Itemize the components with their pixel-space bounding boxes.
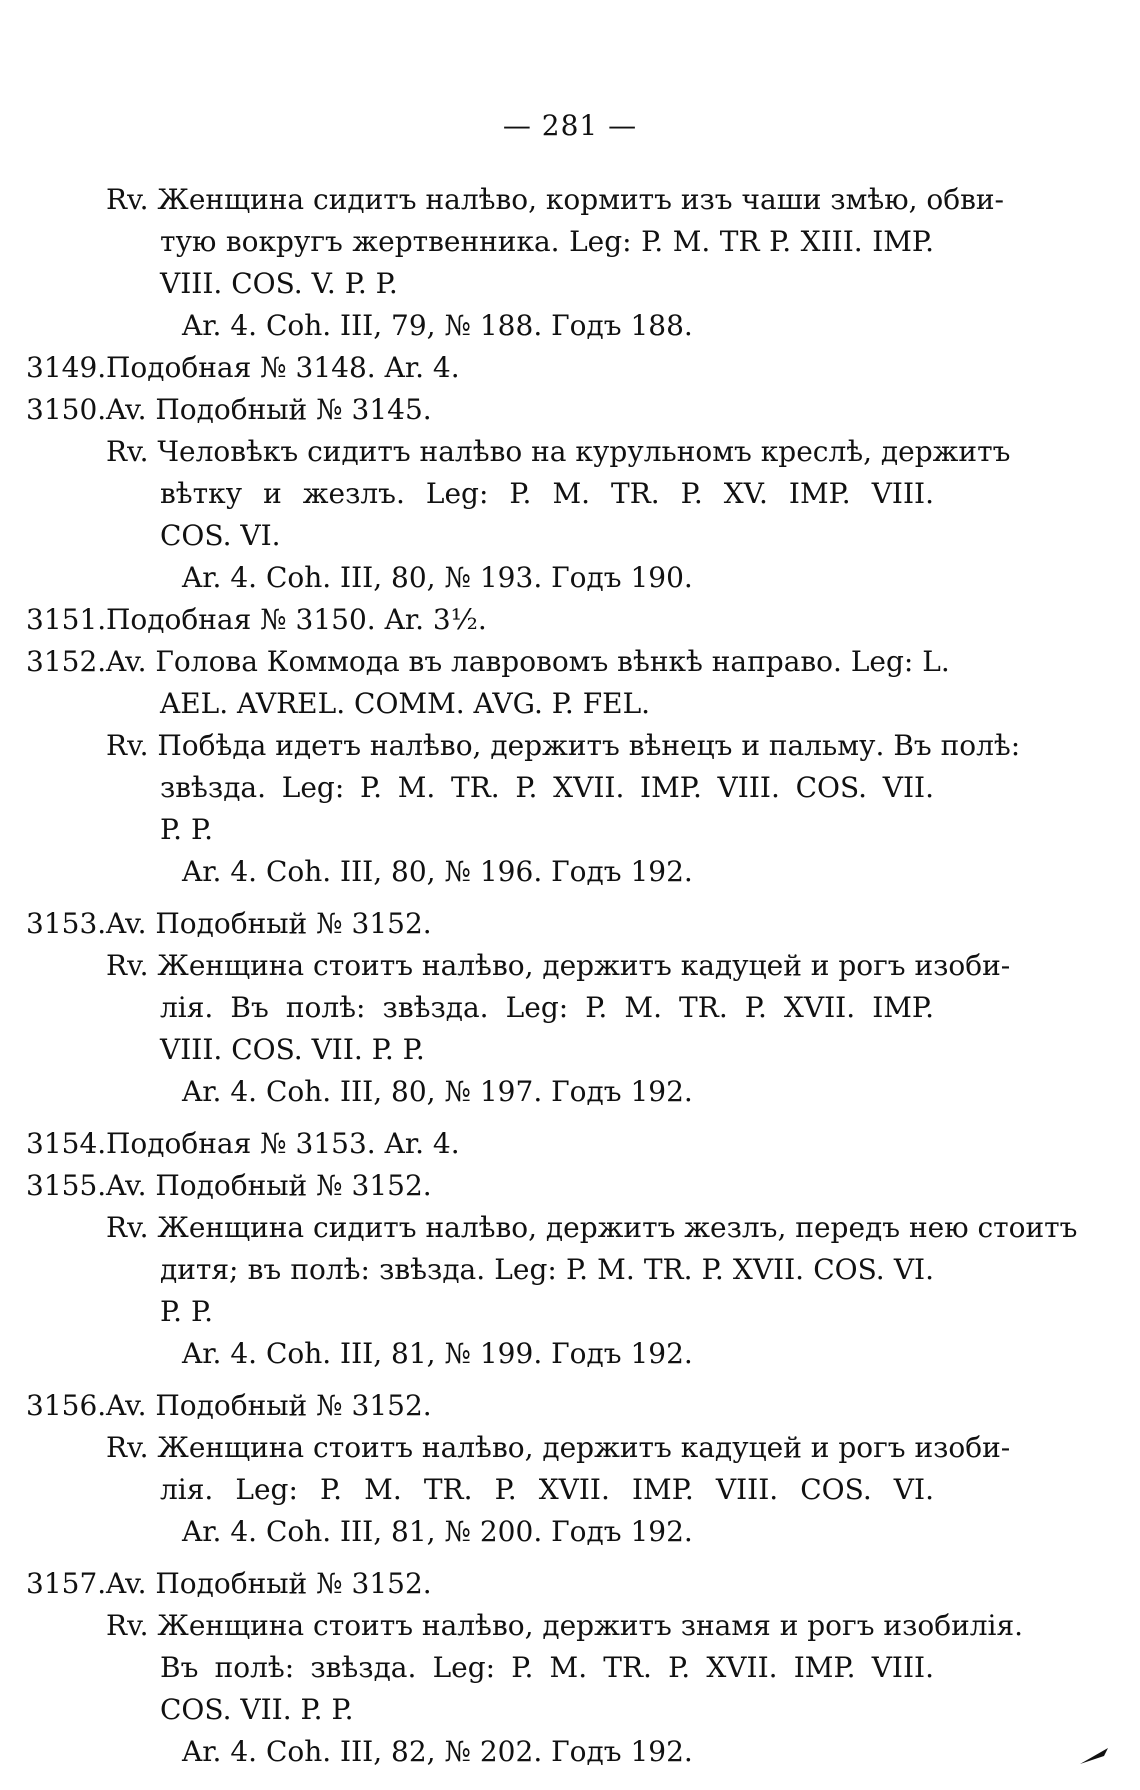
entry-number: 3153. xyxy=(26,907,107,940)
entry-number: 3152. xyxy=(26,645,107,678)
text-line: Rv. Побѣда идетъ налѣво, держитъ вѣнецъ и пальму. Въ полѣ: xyxy=(106,729,1021,762)
text-line: Подобная № 3150. Ar. 3½. xyxy=(106,603,487,636)
entry-number: 3149. xyxy=(26,351,107,384)
text-line: Rv. Женщина сидитъ налѣво, держитъ жезлъ, передъ нею стоитъ xyxy=(106,1211,1078,1244)
entry-number: 3154. xyxy=(26,1127,107,1160)
entry-number: 3156. xyxy=(26,1389,107,1422)
text-line: Av. Подобный № 3152. xyxy=(106,1567,432,1600)
text-line: Подобная № 3148. Ar. 4. xyxy=(106,351,460,384)
text-line: Ar. 4. Coh. III, 81, № 200. Годъ 192. xyxy=(182,1515,693,1548)
text-line: AEL. AVREL. COMM. AVG. P. FEL. xyxy=(160,687,651,720)
text-line: лія. Leg: P. M. TR. P. XVII. IMP. VIII. COS. VI. xyxy=(160,1473,934,1506)
text-line: P. P. xyxy=(160,813,214,846)
text-line: Av. Подобный № 3145. xyxy=(106,393,432,426)
text-line: Ar. 4. Coh. III, 80, № 197. Годъ 192. xyxy=(182,1075,693,1108)
text-line: Rv. Женщина стоитъ налѣво, держитъ знамя и рогъ изобилія. xyxy=(106,1609,1024,1642)
text-line: Av. Подобный № 3152. xyxy=(106,1389,432,1422)
text-line: Ar. 4. Coh. III, 80, № 196. Годъ 192. xyxy=(182,855,693,888)
text-line: Av. Голова Коммода въ лавровомъ вѣнкѣ направо. Leg: L. xyxy=(106,645,950,678)
text-line: Подобная № 3153. Ar. 4. xyxy=(106,1127,460,1160)
text-line: Ar. 4. Coh. III, 80, № 193. Годъ 190. xyxy=(182,561,693,594)
entry-number: 3155. xyxy=(26,1169,107,1202)
text-line: Rv. Женщина стоитъ налѣво, держитъ кадуцей и рогъ изоби- xyxy=(106,1431,1011,1464)
text-line: Ar. 4. Coh. III, 82, № 202. Годъ 192. xyxy=(182,1735,693,1768)
text-line: дитя; въ полѣ: звѣзда. Leg: P. M. TR. P. XVII. COS. VI. xyxy=(160,1253,934,1286)
text-line: P. P. xyxy=(160,1295,214,1328)
ink-mark-icon xyxy=(1078,1744,1112,1766)
text-line: Rv. Человѣкъ сидитъ налѣво на курульномъ креслѣ, держитъ xyxy=(106,435,1011,468)
text-line: Ar. 4. Coh. III, 79, № 188. Годъ 188. xyxy=(182,309,693,342)
text-line: VIII. COS. VII. P. P. xyxy=(160,1033,425,1066)
text-line: звѣзда. Leg: P. M. TR. P. XVII. IMP. VIII. COS. VII. xyxy=(160,771,934,804)
text-line: COS. VI. xyxy=(160,519,281,552)
text-line: Av. Подобный № 3152. xyxy=(106,907,432,940)
text-line: Ar. 4. Coh. III, 81, № 199. Годъ 192. xyxy=(182,1337,693,1370)
text-line: Rv. Женщина стоитъ налѣво, держитъ кадуцей и рогъ изоби- xyxy=(106,949,1011,982)
page-number: — 281 — xyxy=(502,109,638,142)
text-line: VIII. COS. V. P. P. xyxy=(160,267,398,300)
entry-number: 3150. xyxy=(26,393,107,426)
text-line: Rv. Женщина сидитъ налѣво, кормитъ изъ чаши змѣю, обви- xyxy=(106,183,1005,216)
text-line: Av. Подобный № 3152. xyxy=(106,1169,432,1202)
text-line: COS. VII. P. P. xyxy=(160,1693,354,1726)
text-line: лія. Въ полѣ: звѣзда. Leg: P. M. TR. P. XVII. IMP. xyxy=(160,991,934,1024)
text-line: Въ полѣ: звѣзда. Leg: P. M. TR. P. XVII. IMP. VIII. xyxy=(160,1651,934,1684)
text-line: тую вокругъ жертвенника. Leg: P. M. TR P. XIII. IMP. xyxy=(160,225,934,258)
entry-number: 3157. xyxy=(26,1567,107,1600)
text-line: вѣтку и жезлъ. Leg: P. M. TR. P. XV. IMP. VIII. xyxy=(160,477,934,510)
entry-number: 3151. xyxy=(26,603,107,636)
